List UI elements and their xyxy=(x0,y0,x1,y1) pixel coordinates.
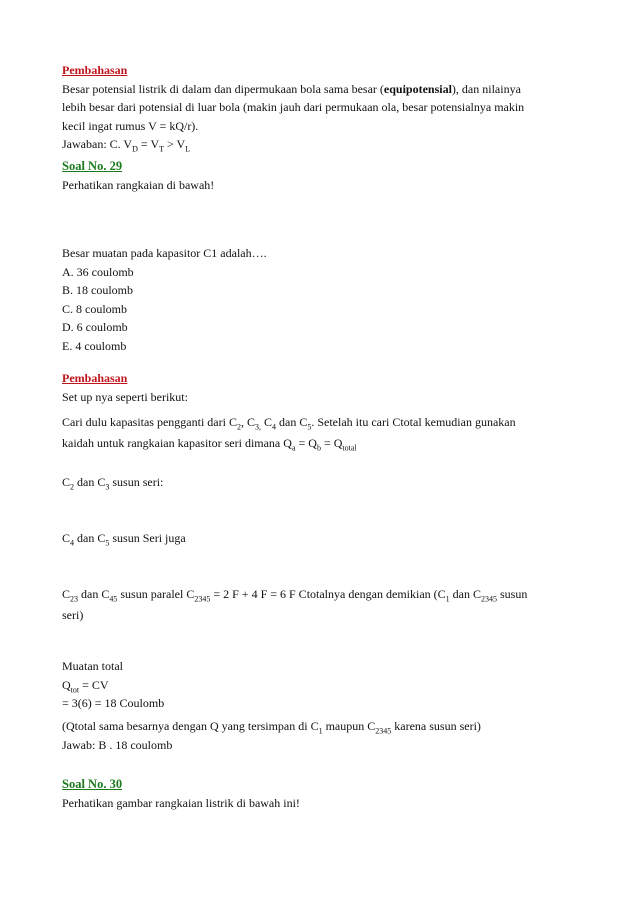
cari-paragraph xyxy=(62,413,582,452)
setup-line: Set up nya seperti berikut: xyxy=(62,389,188,404)
subscript: 2 xyxy=(236,422,241,432)
text-run: > V xyxy=(164,137,186,151)
text-run: C xyxy=(260,415,272,429)
explanation-line-1 xyxy=(62,80,582,99)
text-run: . Setelah itu cari Ctotal kemudian gunakan xyxy=(311,415,516,429)
subscript: 1 xyxy=(318,726,323,736)
text-run: Jawaban: C. V xyxy=(62,137,133,151)
subscript: 23 xyxy=(70,594,79,604)
text-run: (Qtotal sama besarnya dengan Q yang tersimpan di C xyxy=(62,719,319,733)
subscript: 45 xyxy=(109,594,118,604)
muatan-block xyxy=(62,657,582,713)
text-run: = Q xyxy=(295,435,317,450)
pembahasan-heading: Pembahasan xyxy=(62,63,128,77)
subscript: 4 xyxy=(70,538,75,548)
subscript: 4 xyxy=(272,422,276,432)
soal-30-intro: Perhatikan gambar rangkaian listrik di bawah ini! xyxy=(62,795,300,810)
text-run: dan C xyxy=(276,415,308,429)
subscript: 2345 xyxy=(194,594,211,604)
soal-30-section xyxy=(62,775,582,812)
subscript: 1 xyxy=(445,594,450,604)
text-run: = Q xyxy=(320,435,343,450)
cari-line-1 xyxy=(62,413,582,432)
option-c: C. 8 coulomb xyxy=(62,301,127,316)
c2-c3-text xyxy=(62,473,582,492)
c2-c3-line xyxy=(62,473,582,492)
text-run: Cari dulu kapasitas pengganti dari C xyxy=(62,415,237,429)
text-run: = CV xyxy=(79,677,109,692)
text-run: C xyxy=(62,531,71,545)
subscript: D xyxy=(132,144,138,154)
note-line xyxy=(62,717,582,736)
text-run: = 2 F + 4 F = 6 F Ctotalnya dengan demikian (C xyxy=(210,587,446,601)
subscript: 5 xyxy=(105,538,110,548)
soal-29-intro: Perhatikan rangkaian di bawah! xyxy=(62,177,215,192)
subscript: T xyxy=(159,144,164,154)
text-run: , C xyxy=(240,415,255,429)
pembahasan-heading: Pembahasan xyxy=(62,371,128,385)
muatan-total-label: Muatan total xyxy=(62,659,123,673)
soal-29-question-block xyxy=(62,244,582,355)
option-d: D. 6 coulomb xyxy=(62,320,128,334)
text-run: ), dan nilainya xyxy=(451,81,521,96)
text-run: dan C xyxy=(449,587,481,601)
text-run: karena susun seri) xyxy=(391,719,481,733)
subscript: L xyxy=(185,144,191,154)
option-b: B. 18 coulomb xyxy=(62,283,133,297)
jawab-line: Jawab: B . 18 coulomb xyxy=(62,737,173,752)
text-run: dan C xyxy=(74,531,106,545)
text-run: C xyxy=(62,475,71,489)
pembahasan-section-2 xyxy=(62,369,582,406)
note-block xyxy=(62,717,582,754)
subscript: total xyxy=(342,442,357,452)
subscript: b xyxy=(316,442,321,452)
paralel-line-1 xyxy=(62,585,582,604)
option-a: A. 36 coulomb xyxy=(62,264,134,279)
soal-29-section xyxy=(62,157,582,194)
subscript: a xyxy=(291,442,296,452)
text-run: maupun C xyxy=(322,719,376,733)
paralel-line-2: seri) xyxy=(62,607,84,622)
explanation-line-3: kecil ingat rumus V = kQ/r). xyxy=(62,118,199,133)
option-e: E. 4 coulomb xyxy=(62,338,127,353)
paralel-paragraph xyxy=(62,585,582,624)
subscript: 2345 xyxy=(375,726,392,736)
text-run: = V xyxy=(137,137,160,151)
c4-c5-text xyxy=(62,529,582,548)
soal-29-heading: Soal No. 29 xyxy=(62,159,123,173)
text-run: dan C xyxy=(74,475,106,489)
subscript: tot xyxy=(70,684,80,694)
text-run: susun xyxy=(497,587,528,601)
text-run: kaidah untuk rangkaian kapasitor seri dimana Q xyxy=(62,435,292,450)
subscript: 3, xyxy=(254,422,261,432)
explanation-line-2: lebih besar dari potensial di luar bola (makin jauh dari permukaan ola, besar potensialnya makin xyxy=(62,100,525,114)
qtot-calculation: = 3(6) = 18 Coulomb xyxy=(62,696,165,710)
subscript: 5 xyxy=(307,422,312,432)
answer-line xyxy=(62,135,582,154)
subscript: 2345 xyxy=(481,594,497,604)
text-run: Q xyxy=(62,677,71,692)
soal-30-heading: Soal No. 30 xyxy=(62,777,123,791)
kaidah-line xyxy=(62,434,582,453)
text-run: Besar potensial listrik di dalam dan dipermukaan bola sama besar ( xyxy=(62,81,384,96)
c4-c5-line xyxy=(62,529,582,548)
soal-29-question: Besar muatan pada kapasitor C1 adalah…. xyxy=(62,246,267,260)
subscript: 3 xyxy=(105,482,110,492)
text-run: susun paralel C xyxy=(117,587,195,601)
subscript: 2 xyxy=(70,482,75,492)
text-run: C xyxy=(62,587,71,601)
pembahasan-section-1 xyxy=(62,61,582,154)
text-run: susun Seri juga xyxy=(109,531,186,545)
text-run: susun seri: xyxy=(109,475,164,489)
bold-term: equipotensial xyxy=(383,81,452,96)
qtot-formula xyxy=(62,676,582,695)
text-run: dan C xyxy=(78,587,110,601)
